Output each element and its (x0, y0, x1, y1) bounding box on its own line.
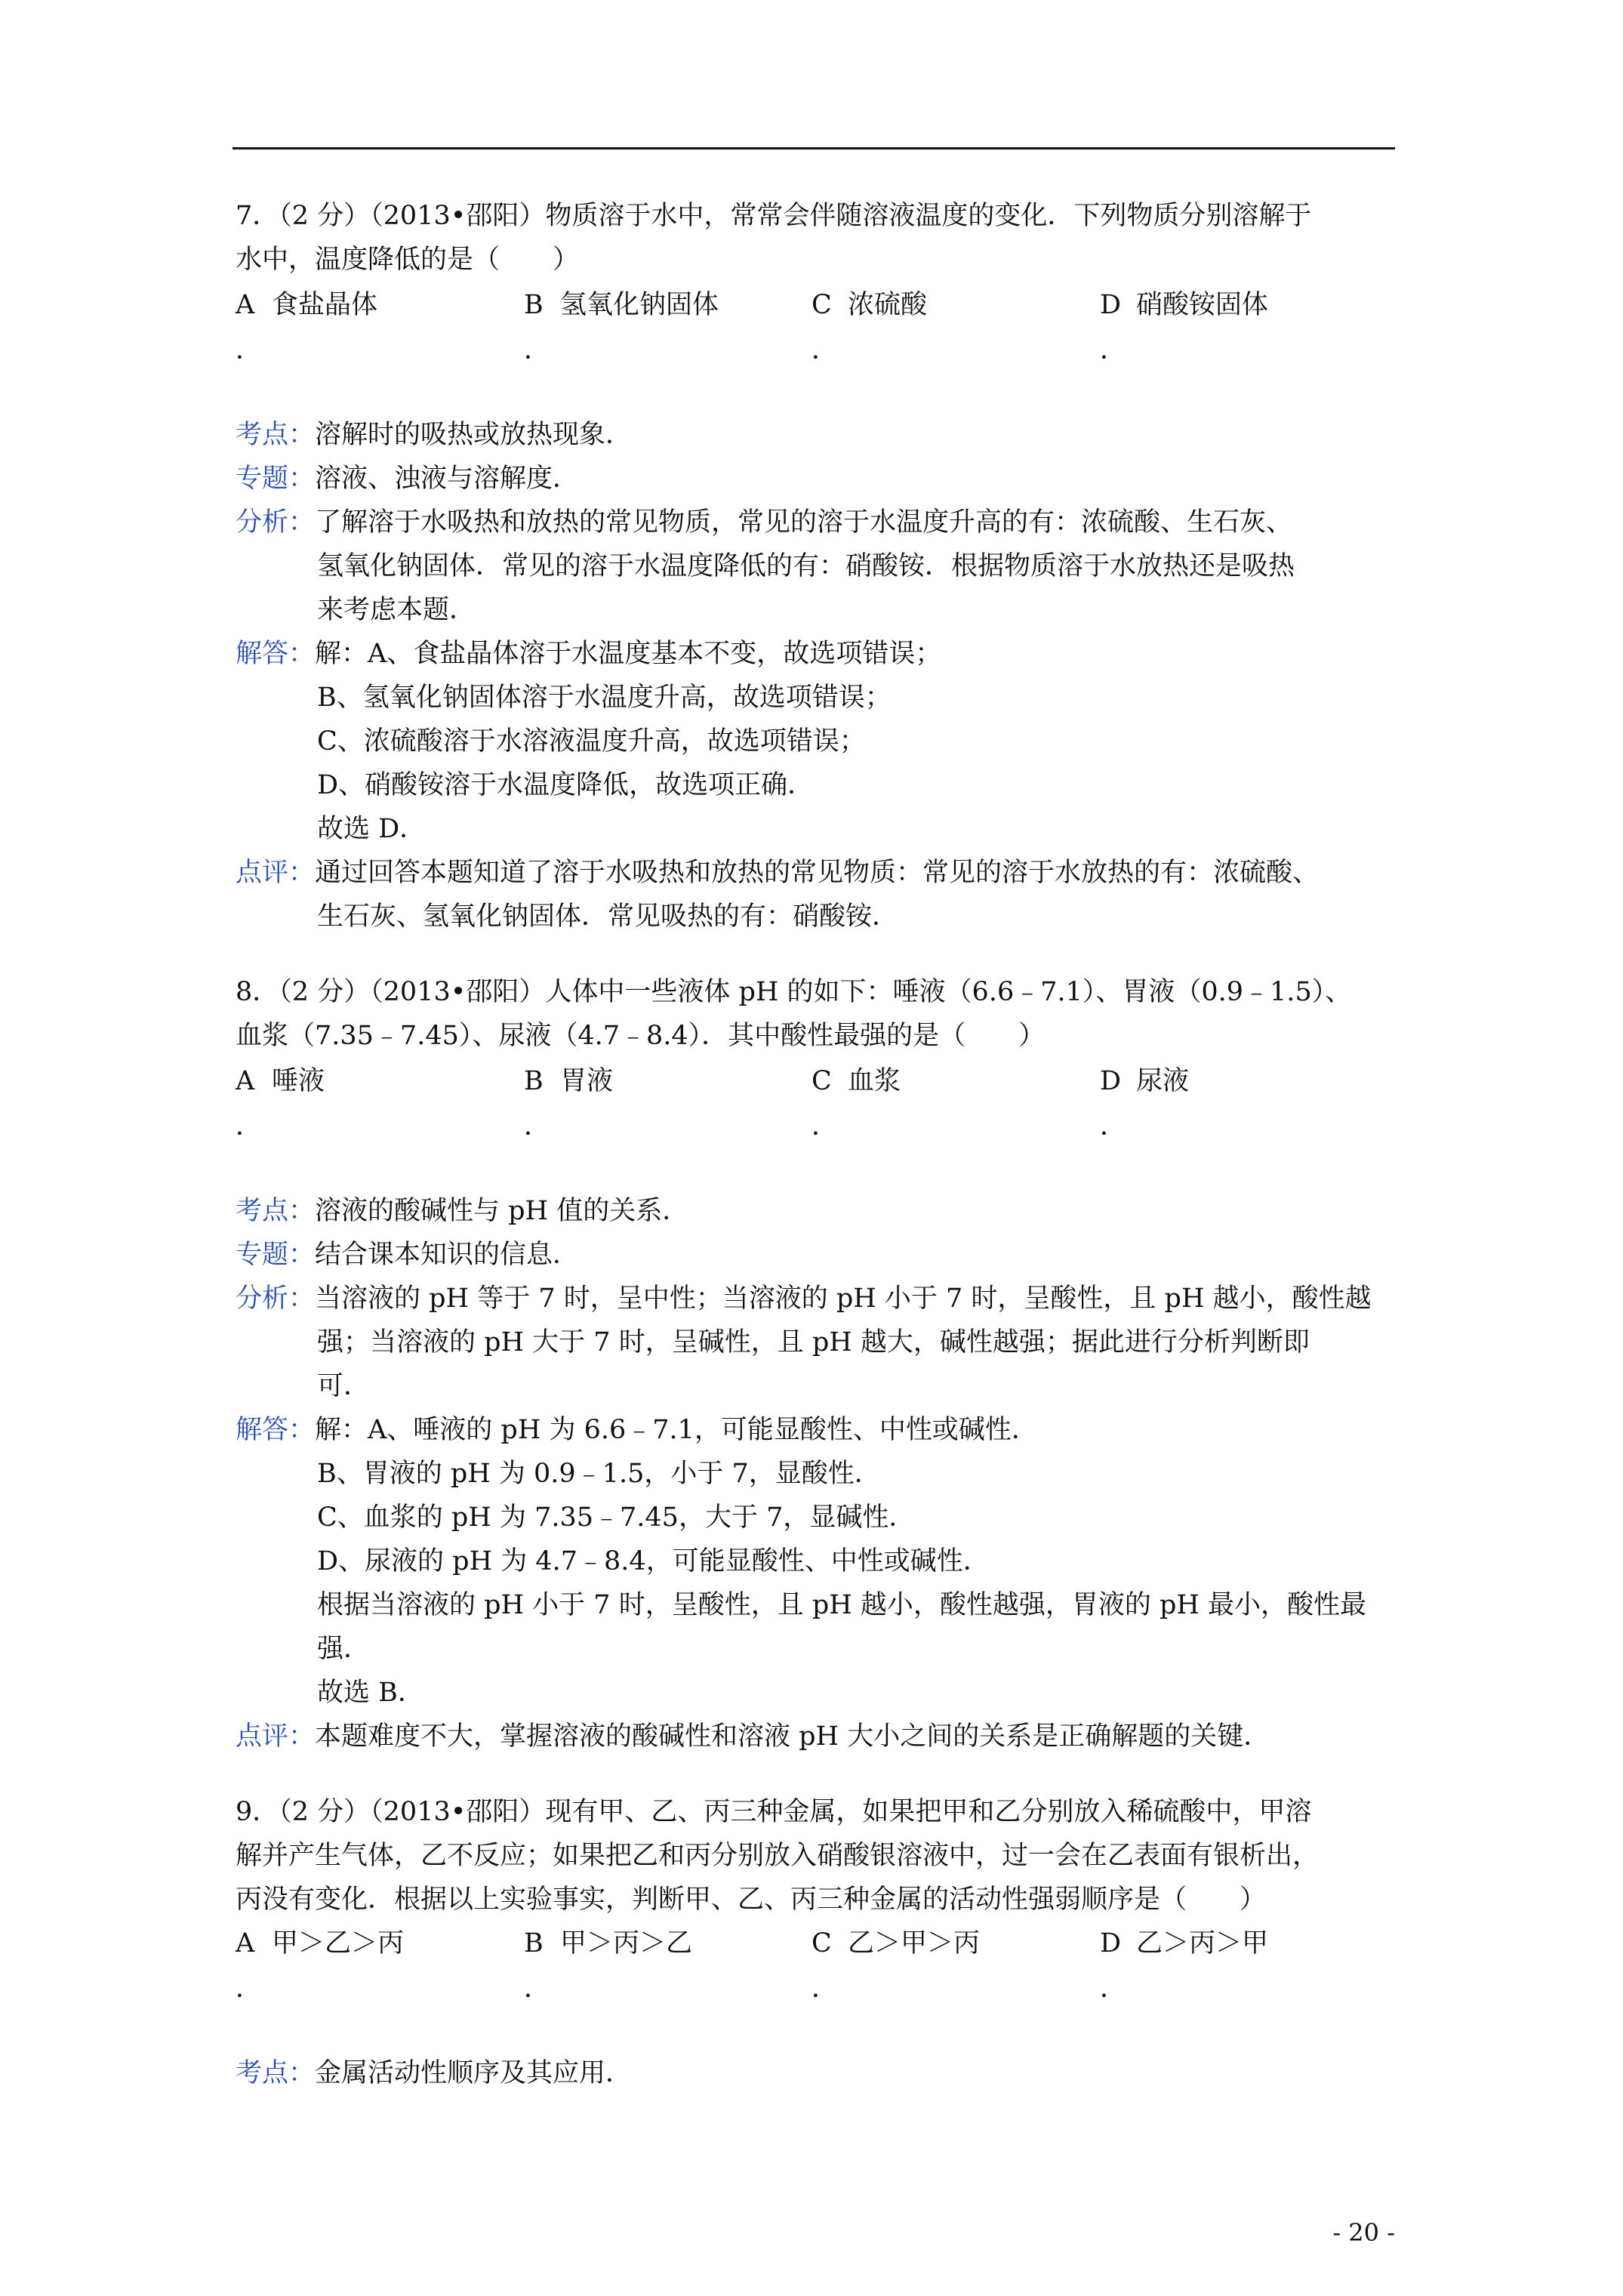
option-dot: ． (1100, 1974, 1127, 2004)
fenxi-row: 分析：当溶液的 pH 等于 7 时，呈中性；当溶液的 pH 小于 7 时，呈酸性，且 pH 越小，酸性越 (236, 1284, 1372, 1314)
fenxi-line: 可． (317, 1371, 371, 1401)
fenxi-row: 分析：了解溶于水吸热和放热的常见物质，常见的溶于水温度升高的有：浓硫酸、生石灰、 (236, 507, 1293, 538)
jieda-label: 解答： (236, 1415, 316, 1445)
zhuanti-row (236, 1240, 579, 1270)
question-stem-line: 解并产生气体，乙不反应；如果把乙和丙分别放入硝酸银溶液中，过一会在乙表面有银析出， (236, 1841, 1320, 1871)
question-stem-line: 8．（2 分）（2013•邵阳）人体中一些液体 pH 的如下：唾液（6.6﹣7.1）、胃液（0.9﹣1.5）、 (236, 977, 1352, 1007)
option-a: A 唾液 (236, 1066, 325, 1096)
zhuanti-row (236, 464, 579, 494)
jieda-line: B、氢氧化钠固体溶于水温度升高，故选项错误； (317, 683, 892, 713)
kaodian-label: 考点： (236, 1196, 316, 1226)
zhuanti-label: 专题： (236, 464, 316, 494)
jieda-label: 解答： (236, 639, 316, 669)
kaodian-text: 溶液的酸碱性与 pH 值的关系． (315, 1196, 689, 1226)
zhuanti-text: 溶液、浊液与溶解度． (315, 464, 580, 494)
kaodian-row (236, 1196, 688, 1226)
jieda-row: 解答：解：A、唾液的 pH 为 6.6﹣7.1，可能显酸性、中性或碱性． (236, 1415, 1038, 1445)
fenxi-line: 强；当溶液的 pH 大于 7 时，呈碱性，且 pH 越大，碱性越强；据此进行分析判断即 (317, 1327, 1310, 1358)
jieda-line: B、胃液的 pH 为 0.9﹣1.5，小于 7，显酸性． (317, 1459, 881, 1489)
jieda-line: 强． (317, 1634, 371, 1664)
option-a: A 食盐晶体 (236, 290, 378, 320)
option-a: A 甲＞乙＞丙 (236, 1928, 405, 1959)
option-dot: ． (236, 1974, 263, 2004)
question-stem-line: 血浆（7.35﹣7.45）、尿液（4.7﹣8.4）．其中酸性最强的是（ ） (236, 1021, 1046, 1051)
kaodian-label: 考点： (236, 420, 316, 450)
fenxi-label: 分析： (236, 507, 316, 538)
page-number: - 20 - (1332, 2218, 1395, 2247)
jieda-line: D、硝酸铵溶于水温度降低，故选项正确． (317, 770, 815, 800)
question-stem-line: 水中，温度降低的是（ ） (236, 245, 580, 275)
kaodian-label: 考点： (236, 2058, 316, 2088)
dianping-label: 点评： (236, 1721, 316, 1752)
option-dot: ． (1100, 1111, 1127, 1142)
jieda-line: C、浓硫酸溶于水溶液温度升高，故选项错误； (317, 726, 866, 757)
option-dot: ． (524, 1111, 551, 1142)
kaodian-text: 金属活动性顺序及其应用． (315, 2058, 633, 2088)
option-b: B 甲＞丙＞乙 (524, 1928, 693, 1959)
option-dot: ． (236, 1111, 263, 1142)
option-dot: ． (524, 1974, 551, 2004)
dianping-line: 生石灰、氢氧化钠固体．常见吸热的有：硝酸铵． (317, 901, 899, 932)
dianping-row: 点评：本题难度不大，掌握溶液的酸碱性和溶液 pH 大小之间的关系是正确解题的关键． (236, 1721, 1270, 1752)
dianping-row: 点评：通过回答本题知道了溶于水吸热和放热的常见物质：常见的溶于水放热的有：浓硫酸、 (236, 858, 1320, 888)
option-c: C 浓硫酸 (812, 290, 928, 320)
option-c: C 乙＞甲＞丙 (812, 1928, 981, 1959)
question-stem-line: 9．（2 分）（2013•邵阳）现有甲、乙、丙三种金属，如果把甲和乙分别放入稀硫酸中，甲溶 (236, 1797, 1312, 1827)
option-d: D 乙＞丙＞甲 (1100, 1928, 1269, 1959)
option-dot: ． (524, 335, 551, 365)
option-d: D 尿液 (1100, 1066, 1190, 1096)
jieda-line: 故选 D． (317, 814, 427, 844)
option-b: B 胃液 (524, 1066, 614, 1096)
jieda-line: D、尿液的 pH 为 4.7﹣8.4，可能显酸性、中性或碱性． (317, 1546, 990, 1576)
kaodian-row (236, 2058, 632, 2088)
fenxi-label: 分析： (236, 1284, 316, 1314)
option-dot: ． (812, 1111, 839, 1142)
option-d: D 硝酸铵固体 (1100, 290, 1269, 320)
kaodian-row (236, 420, 632, 450)
option-c: C 血浆 (812, 1066, 901, 1096)
jieda-row: 解答：解：A、食盐晶体溶于水温度基本不变，故选项错误； (236, 639, 942, 669)
question-stem-line: 7．（2 分）（2013•邵阳）物质溶于水中，常常会伴随溶液温度的变化．下列物质分别溶解于 (236, 201, 1312, 231)
header-rule (233, 147, 1395, 149)
option-dot: ． (812, 335, 839, 365)
option-b: B 氢氧化钠固体 (524, 290, 719, 320)
jieda-line: 故选 B． (317, 1678, 424, 1708)
jieda-line: 根据当溶液的 pH 小于 7 时，呈酸性，且 pH 越小，酸性越强，胃液的 pH 最小，酸性最 (317, 1590, 1367, 1620)
fenxi-line: 氢氧化钠固体．常见的溶于水温度降低的有：硝酸铵．根据物质溶于水放热还是吸热 (317, 551, 1295, 581)
jieda-line: C、血浆的 pH 为 7.35﹣7.45，大于 7，显碱性． (317, 1502, 916, 1533)
option-dot: ． (1100, 335, 1127, 365)
option-dot: ． (812, 1974, 839, 2004)
question-stem-line: 丙没有变化．根据以上实验事实，判断甲、乙、丙三种金属的活动性强弱顺序是（ ） (236, 1885, 1267, 1915)
zhuanti-label: 专题： (236, 1240, 316, 1270)
dianping-label: 点评： (236, 858, 316, 888)
option-dot: ． (236, 335, 263, 365)
kaodian-text: 溶解时的吸热或放热现象． (315, 420, 633, 450)
fenxi-line: 来考虑本题． (317, 595, 476, 625)
zhuanti-text: 结合课本知识的信息． (315, 1240, 580, 1270)
